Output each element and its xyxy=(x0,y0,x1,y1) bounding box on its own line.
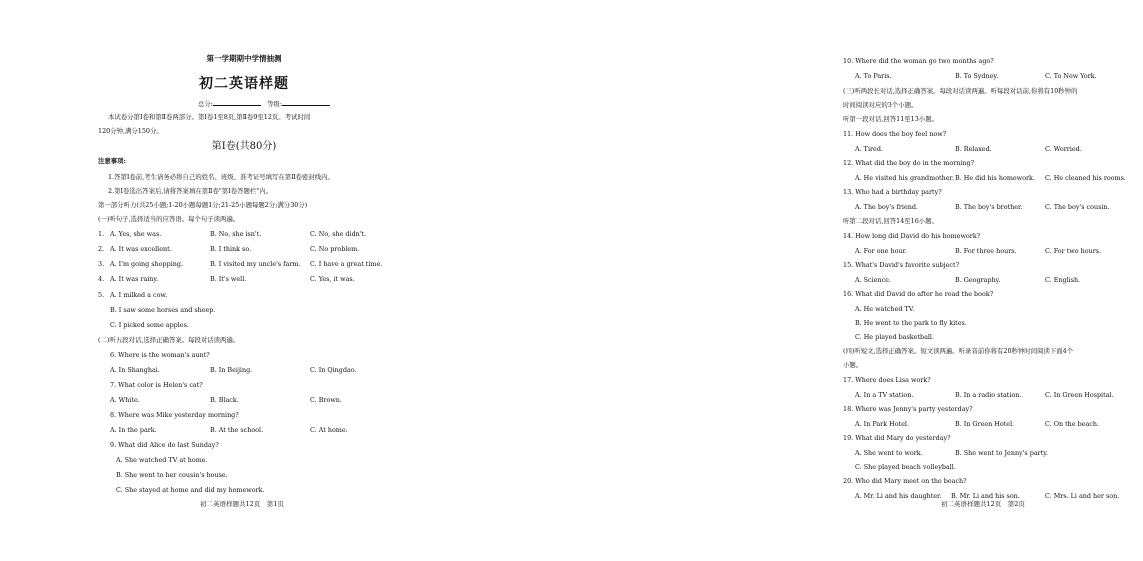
q12-b[interactable]: B. He did his homework. xyxy=(955,174,1035,182)
q20-a[interactable]: A. Mr. Li and his daughter. xyxy=(855,492,942,500)
q15-stem: 15. What's David's favorite subject? xyxy=(843,261,960,269)
exam-title: 初二英语样题 xyxy=(199,76,289,92)
note-2: 2.第Ⅰ卷选出答案后,请将答案填在第Ⅱ卷"第Ⅰ卷答题栏"内。 xyxy=(108,187,272,195)
q18-c[interactable]: C. On the beach. xyxy=(1045,420,1100,428)
grade-label: 等级: xyxy=(267,100,282,108)
q2-c[interactable]: C. No problem. xyxy=(310,245,360,253)
q17-stem: 17. Where does Lisa work? xyxy=(843,376,931,384)
listening-sec3b: 时间阅读对应的3个小题。 xyxy=(843,101,918,109)
q14-c[interactable]: C. For two hours. xyxy=(1045,247,1102,255)
q1-num: 1. xyxy=(98,230,105,238)
listening-sec3c: 听第一段对话,回答11至13小题。 xyxy=(843,115,938,123)
q6-a[interactable]: A. In Shanghai. xyxy=(110,366,160,374)
q1-a[interactable]: A. Yes, she was. xyxy=(110,230,162,238)
q9-stem: 9. What did Alice do last Sunday? xyxy=(110,441,219,449)
q1-c[interactable]: C. No, she didn't. xyxy=(310,230,367,238)
q10-c[interactable]: C. To New York. xyxy=(1045,72,1097,80)
q12-c[interactable]: C. He cleaned his rooms. xyxy=(1045,174,1126,182)
q11-b[interactable]: B. Relaxed. xyxy=(955,145,992,153)
q5-num: 5. xyxy=(98,291,105,299)
q6-c[interactable]: C. In Qingdao. xyxy=(310,366,357,374)
q8-b[interactable]: B. At the school. xyxy=(210,426,264,434)
q14-a[interactable]: A. For one hour. xyxy=(855,247,907,255)
q9-a[interactable]: A. She watched TV at home. xyxy=(116,456,208,464)
q2-a[interactable]: A. It was excellent. xyxy=(110,245,172,253)
q18-b[interactable]: B. In Green Hotel. xyxy=(955,420,1015,428)
q11-a[interactable]: A. Tired. xyxy=(855,145,883,153)
q8-c[interactable]: C. At home. xyxy=(310,426,348,434)
q6-b[interactable]: B. In Beijing. xyxy=(210,366,253,374)
q19-c[interactable]: C. She played beach volleyball. xyxy=(855,463,956,471)
q5-a[interactable]: A. I milked a cow. xyxy=(110,291,168,299)
q18-a[interactable]: A. In Park Hotel. xyxy=(855,420,909,428)
note-1: 1.答第Ⅰ卷前,考生请务必将自己的姓名、班级、准考证号填写在第Ⅱ卷密封线内。 xyxy=(108,173,334,181)
intro-line-1: 本试卷分第Ⅰ卷和第Ⅱ卷两部分。第Ⅰ卷1至8页,第Ⅱ卷9至12页。考试时间 xyxy=(108,113,311,121)
total-blank[interactable] xyxy=(213,99,261,106)
score-row xyxy=(198,99,330,108)
listening-sec1: (一)听句子,选择适当的应答语。每个句子读两遍。 xyxy=(98,215,240,223)
q12-stem: 12. What did the boy do in the morning? xyxy=(843,159,975,167)
part-title: 第Ⅰ卷(共80分) xyxy=(211,141,277,152)
q7-b[interactable]: B. Black. xyxy=(210,396,239,404)
q10-a[interactable]: A. To Paris. xyxy=(855,72,892,80)
q6-stem: 6. Where is the woman's aunt? xyxy=(110,351,210,359)
q20-b[interactable]: B. Mr. Li and his son. xyxy=(951,492,1020,500)
q15-b[interactable]: B. Geography. xyxy=(955,276,1001,284)
listening-sec4a: (四)听短文,选择正确答案。短文读两遍。听录音前你将有20秒钟时间阅读下面4个 xyxy=(843,347,1074,355)
q9-b[interactable]: B. She went to her cousin's house. xyxy=(116,471,228,479)
q16-stem: 16. What did David do after he read the book? xyxy=(843,290,994,298)
page-1 xyxy=(0,0,397,561)
q5-b[interactable]: B. I saw some horses and sheep. xyxy=(110,306,216,314)
listening-section-title: 第一部分听力(共25小题;1-20小题每题1分;21-25小题每题2分;满分30分) xyxy=(98,201,308,209)
q8-a[interactable]: A. In the park. xyxy=(110,426,157,434)
listening-sec3a: (三)听两段长对话,选择正确答案。每段对话读两遍。听每段对话前,你将有10秒钟的 xyxy=(843,87,1078,95)
q17-a[interactable]: A. In a TV station. xyxy=(855,391,914,399)
q7-c[interactable]: C. Brown. xyxy=(310,396,342,404)
q15-c[interactable]: C. English. xyxy=(1045,276,1081,284)
listening-sec4b: 小题。 xyxy=(843,361,863,369)
q13-c[interactable]: C. The boy's cousin. xyxy=(1045,203,1110,211)
q8-stem: 8. Where was Mike yesterday morning? xyxy=(110,411,239,419)
q13-a[interactable]: A. The boy's friend. xyxy=(855,203,918,211)
exam-subtitle: 第一学期期中学情抽测 xyxy=(206,54,282,63)
q2-num: 2. xyxy=(98,245,105,253)
q5-c[interactable]: C. I picked some apples. xyxy=(110,321,189,329)
q14-b[interactable]: B. For three hours. xyxy=(955,247,1017,255)
page-1-footer: 初二英语样题共12页 第1页 xyxy=(200,500,284,508)
q4-c[interactable]: C. Yes, it was. xyxy=(310,275,355,283)
q19-b[interactable]: B. She went to Jenny's party. xyxy=(955,449,1049,457)
q20-stem: 20. Who did Mary meet on the beach? xyxy=(843,477,967,485)
q4-num: 4. xyxy=(98,275,105,283)
q3-num: 3. xyxy=(98,260,105,268)
q4-b[interactable]: B. It's well. xyxy=(210,275,247,283)
intro-line-2: 120分钟,满分150分。 xyxy=(98,127,163,135)
q13-b[interactable]: B. The boy's brother. xyxy=(955,203,1023,211)
listening-sec3d: 听第二段对话,回答14至16小题。 xyxy=(843,217,938,225)
q4-a[interactable]: A. It was rainy. xyxy=(110,275,159,283)
q3-b[interactable]: B. I visited my uncle's farm. xyxy=(210,260,301,268)
total-label: 总分: xyxy=(198,100,213,108)
q17-b[interactable]: B. In a radio station. xyxy=(955,391,1022,399)
q14-stem: 14. How long did David do his homework? xyxy=(843,232,981,240)
q10-stem: 10. Where did the woman go two months ago? xyxy=(843,57,994,65)
q17-c[interactable]: C. In Green Hospital. xyxy=(1045,391,1114,399)
q7-a[interactable]: A. White. xyxy=(110,396,140,404)
q9-c[interactable]: C. She stayed at home and did my homework. xyxy=(116,486,265,494)
q16-b[interactable]: B. He went to the park to fly kites. xyxy=(855,319,967,327)
listening-sec2: (二)听五段对话,选择正确答案。每段对话读两遍。 xyxy=(98,336,240,344)
q7-stem: 7. What color is Helen's cat? xyxy=(110,381,203,389)
q16-c[interactable]: C. He played basketball. xyxy=(855,333,934,341)
q19-a[interactable]: A. She went to work. xyxy=(855,449,923,457)
q1-b[interactable]: B. No, she isn't. xyxy=(210,230,262,238)
q3-c[interactable]: C. I have a great time. xyxy=(310,260,383,268)
q16-a[interactable]: A. He watched TV. xyxy=(855,305,915,313)
q19-stem: 19. What did Mary do yesterday? xyxy=(843,434,951,442)
q10-b[interactable]: B. To Sydney. xyxy=(955,72,999,80)
page-2 xyxy=(397,0,1126,561)
q12-a[interactable]: A. He visited his grandmother. xyxy=(855,174,954,182)
q15-a[interactable]: A. Science. xyxy=(855,276,891,284)
q18-stem: 18. Where was Jenny's party yesterday? xyxy=(843,405,973,413)
q20-c[interactable]: C. Mrs. Li and her son. xyxy=(1045,492,1120,500)
q2-b[interactable]: B. I think so. xyxy=(210,245,252,253)
q13-stem: 13. Who had a birthday party? xyxy=(843,188,942,196)
q11-stem: 11. How does the boy feel now? xyxy=(843,130,947,138)
q11-c[interactable]: C. Worried. xyxy=(1045,145,1082,153)
page-2-footer: 初二英语样题共12页 第2页 xyxy=(941,500,1025,508)
notes-heading: 注意事项: xyxy=(98,157,126,165)
q3-a[interactable]: A. I'm going shopping. xyxy=(110,260,183,268)
grade-blank[interactable] xyxy=(282,99,330,106)
